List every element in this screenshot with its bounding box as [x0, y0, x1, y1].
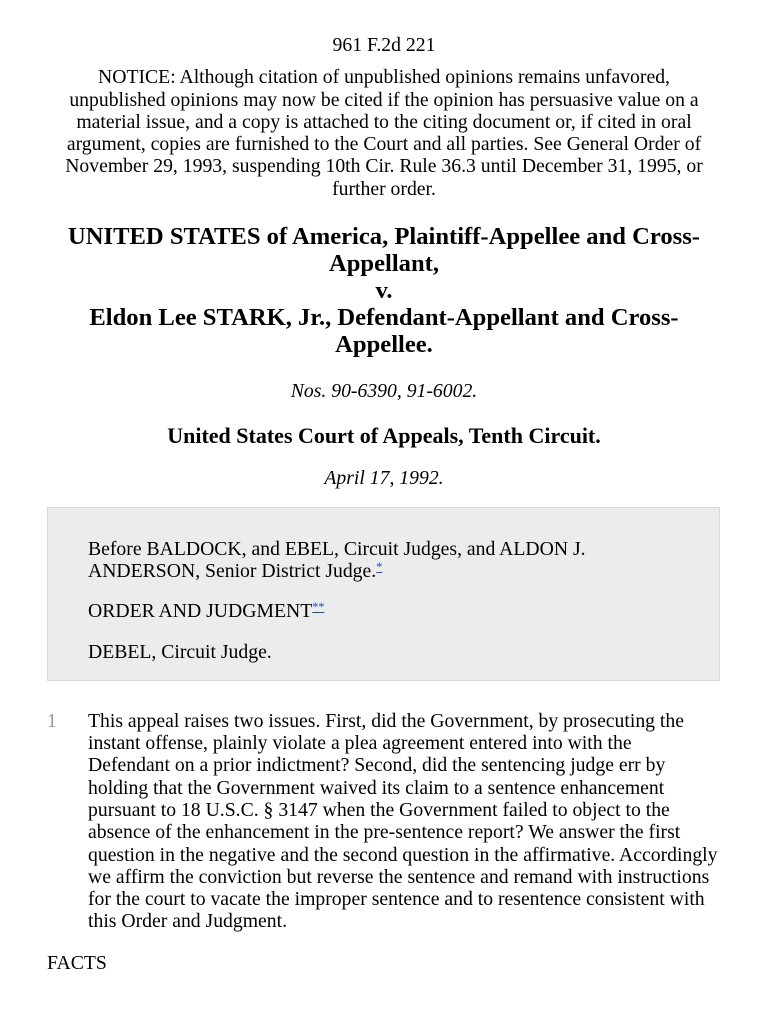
caption-line: Appellant,	[328, 249, 439, 277]
paragraph-line: absence of the enhancement in the pre-sentence report? We answer the first	[88, 821, 681, 844]
notice-line: unpublished opinions may now be cited if the opinion has persuasive value on a	[69, 88, 699, 111]
docket-numbers: Nos. 90-6390, 91-6002.	[290, 379, 478, 402]
caption-line: UNITED STATES of America, Plaintiff-Appellee and Cross-	[68, 222, 700, 250]
opinion-paragraph	[0, 710, 768, 933]
paragraph-line: this Order and Judgment.	[88, 910, 288, 933]
court-name: United States Court of Appeals, Tenth Circuit.	[167, 423, 601, 449]
caption-line: Eldon Lee STARK, Jr., Defendant-Appellant and Cross-	[89, 303, 679, 331]
paragraph-line: This appeal raises two issues. First, did the Government, by prosecuting the	[88, 709, 684, 732]
panel-judges-text: ANDERSON, Senior District Judge.	[88, 560, 377, 583]
paragraph-line: Defendant on a prior indictment? Second, did the sentencing judge err by	[88, 754, 666, 777]
case-caption	[0, 223, 768, 358]
opinion-author	[88, 641, 719, 663]
paragraph-number: 1	[47, 709, 57, 732]
footnote-marker	[376, 560, 382, 574]
case-citation: 961 F.2d 221	[332, 34, 436, 56]
caption-versus: v.	[375, 276, 393, 304]
notice-line: November 29, 1993, suspending 10th Cir. Rule 36.3 until December 31, 1995, or	[65, 155, 703, 178]
notice-line: argument, copies are furnished to the Court and all parties. See General Order of	[66, 133, 702, 156]
caption-line: Appellee.	[335, 330, 433, 358]
order-title-text: ORDER AND JUDGMENT	[88, 600, 313, 623]
paragraph-line: pursuant to 18 U.S.C. § 3147 when the Government failed to object to the	[88, 798, 670, 821]
order-title	[88, 600, 719, 622]
panel-box	[47, 507, 720, 681]
panel-judges-line: Before BALDOCK, and EBEL, Circuit Judges, and ALDON J.	[88, 537, 586, 560]
footnote-marker	[312, 600, 324, 614]
unpublished-notice	[0, 66, 768, 200]
section-heading: FACTS	[47, 951, 107, 974]
paragraph-line: for the court to vacate the improper sentence and to resentence consistent with	[88, 888, 705, 911]
paragraph-line: we affirm the conviction but reverse the sentence and remand with instructions	[88, 865, 710, 888]
paragraph-line: holding that the Government waived its claim to a sentence enhancement	[88, 776, 665, 799]
decision-date: April 17, 1992.	[324, 466, 444, 489]
paragraph-line: instant offense, plainly violate a plea agreement entered into with the	[88, 732, 632, 755]
panel-judges	[88, 538, 719, 583]
footnote-link-2[interactable]: **	[312, 600, 325, 615]
paragraph-line: question in the negative and the second question in the affirmative. Accordingly	[88, 843, 718, 866]
notice-line: further order.	[332, 177, 436, 200]
notice-line: material issue, and a copy is attached to the citing document or, if cited in oral	[76, 110, 692, 133]
opinion-author-line: DEBEL, Circuit Judge.	[88, 640, 272, 663]
panel-judges-line	[88, 560, 719, 582]
footnote-link-1[interactable]: *	[376, 559, 383, 574]
notice-line: NOTICE: Although citation of unpublished opinions remains unfavored,	[98, 66, 670, 89]
order-title-line	[88, 600, 719, 622]
